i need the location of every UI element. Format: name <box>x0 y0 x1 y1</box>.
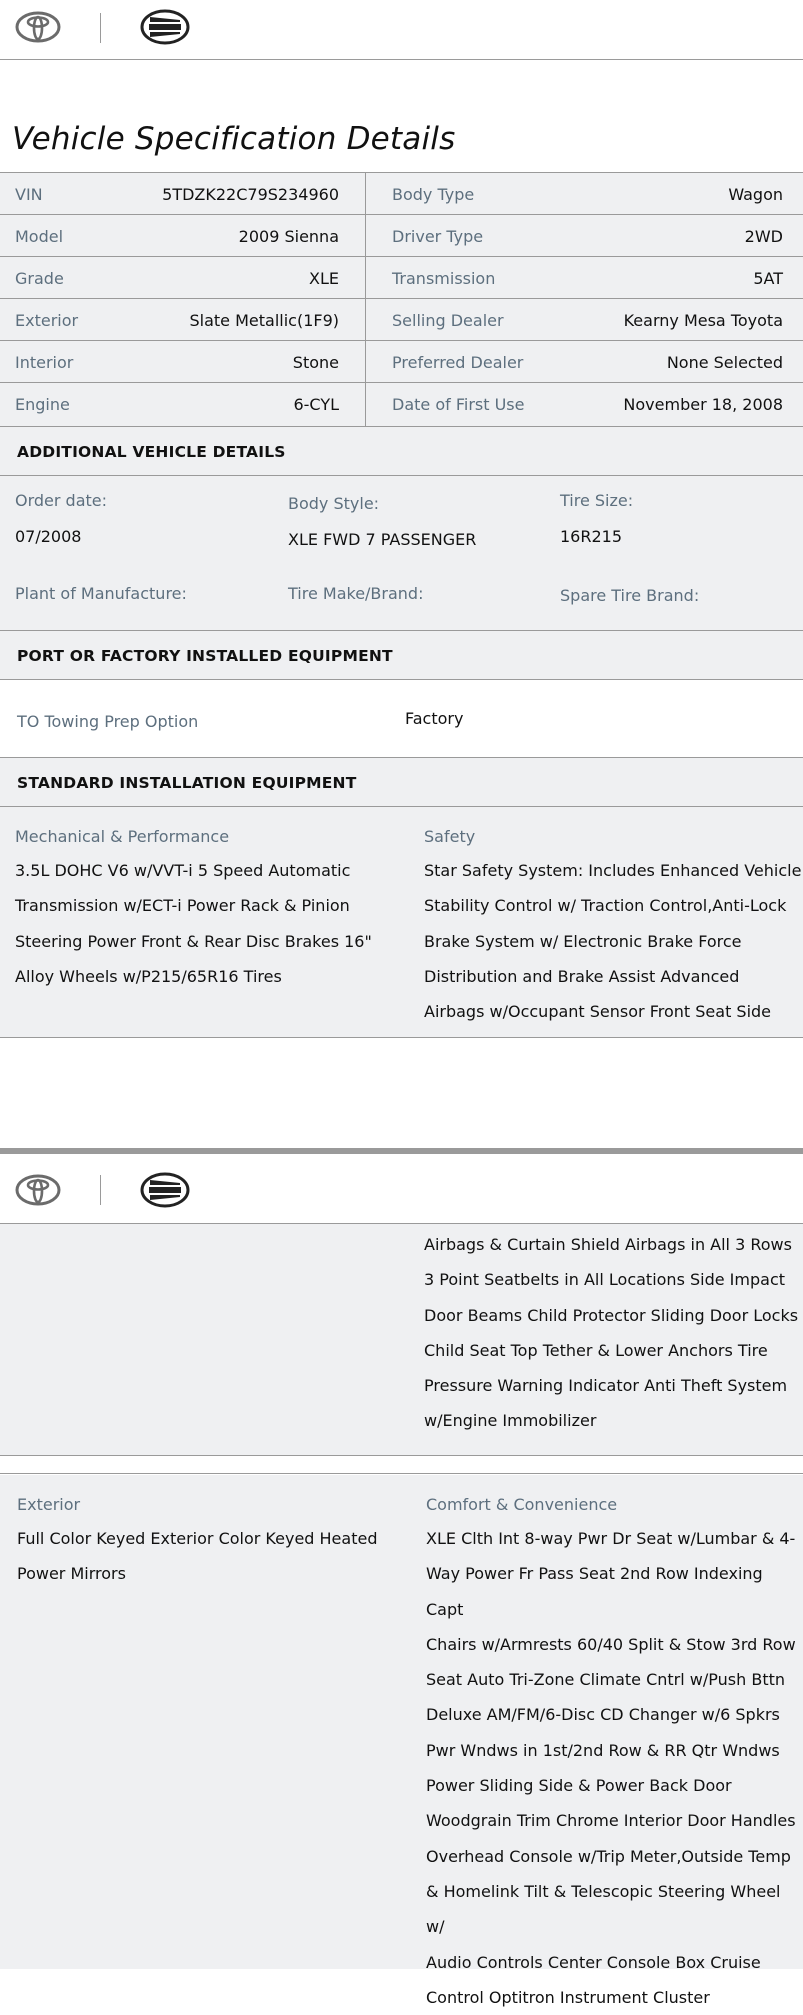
comfort-label: Comfort & Convenience <box>426 1495 618 1514</box>
standard-equipment <box>0 807 803 1038</box>
spec-row <box>0 383 803 425</box>
list-item: Audio Controls Center Console Box Cruise <box>426 1952 761 1972</box>
spec-value: 5AT <box>753 269 783 288</box>
list-item: Full Color Keyed Exterior Color Keyed Heated <box>17 1529 378 1548</box>
spec-value: Stone <box>292 353 339 372</box>
port-item-value: Factory <box>405 709 464 728</box>
tire-size-value: 16R215 <box>560 527 623 546</box>
spec-value: XLE <box>309 269 339 288</box>
list-item: & Homelink Tilt & Telescopic Steering Wheel w/ <box>426 1881 781 1937</box>
toyota-logo-icon[interactable] <box>15 1174 61 1206</box>
spare-tire-label: Spare Tire Brand: <box>560 586 700 605</box>
spec-table <box>0 172 803 426</box>
order-date-value: 07/2008 <box>15 527 82 546</box>
list-item: Power Sliding Side & Power Back Door <box>426 1776 732 1796</box>
mechanical-label: Mechanical & Performance <box>15 827 230 846</box>
spec-value: 6-CYL <box>293 395 339 414</box>
list-item: Alloy Wheels w/P215/65R16 Tires <box>15 966 282 986</box>
spec-label: Model <box>15 227 64 246</box>
spec-label: Date of First Use <box>392 395 525 414</box>
list-item: Way Power Fr Pass Seat 2nd Row Indexing Capt <box>426 1564 763 1619</box>
list-item: 3 Point Seatbelts in All Locations Side Impact <box>424 1270 786 1290</box>
port-equipment <box>0 680 803 757</box>
logo-bar <box>0 1154 803 1224</box>
standard-equipment-heading <box>0 757 803 807</box>
list-item: Distribution and Brake Assist Advanced <box>424 966 740 986</box>
spec-label: Exterior <box>15 311 79 330</box>
mechanical-list <box>15 853 372 994</box>
scion-logo-icon[interactable] <box>140 1172 190 1208</box>
safety-list <box>424 853 801 1029</box>
list-item: Airbags w/Occupant Sensor Front Seat Side <box>424 1002 772 1022</box>
safety-continued <box>0 1224 803 1456</box>
logo-separator <box>100 13 101 43</box>
spec-label: Interior <box>15 353 74 372</box>
list-item: Steering Power Front & Rear Disc Brakes 16" <box>15 931 372 951</box>
logo-bar <box>0 0 803 60</box>
spec-label: Body Type <box>392 185 475 204</box>
body-style-label: Body Style: <box>288 494 380 513</box>
exterior-label: Exterior <box>17 1495 81 1514</box>
spec-row <box>0 257 803 299</box>
list-item: Child Seat Top Tether & Lower Anchors Tire <box>424 1340 768 1360</box>
comfort-list <box>426 1521 803 2015</box>
logo-separator <box>100 1175 101 1205</box>
list-item: Star Safety System: Includes Enhanced Vehicle <box>424 861 802 880</box>
spec-row <box>0 215 803 257</box>
tire-make-label: Tire Make/Brand: <box>288 584 424 603</box>
spec-row <box>0 173 803 215</box>
body-style-value: XLE FWD 7 PASSENGER <box>288 530 477 549</box>
spec-label: Transmission <box>392 269 496 288</box>
list-item: 3.5L DOHC V6 w/VVT-i 5 Speed Automatic <box>15 861 351 880</box>
exterior-comfort <box>0 1475 803 2007</box>
gap <box>0 1456 803 1474</box>
tire-size-label: Tire Size: <box>560 491 634 510</box>
plant-label: Plant of Manufacture: <box>15 584 187 603</box>
list-item: Transmission w/ECT-i Power Rack & Pinion <box>15 896 350 916</box>
spec-value: 2WD <box>744 227 783 246</box>
spec-row <box>0 341 803 383</box>
spec-value: Kearny Mesa Toyota <box>623 311 783 330</box>
spec-value: 5TDZK22C79S234960 <box>162 185 339 204</box>
section-title: ADDITIONAL VEHICLE DETAILS <box>17 443 286 461</box>
additional-details <box>0 476 803 630</box>
list-item: Control Optitron Instrument Cluster <box>426 1987 710 2007</box>
list-item: w/Engine Immobilizer <box>424 1411 597 1431</box>
page-title: Vehicle Specification Details <box>12 121 456 157</box>
spec-value: Wagon <box>728 185 783 204</box>
list-item: Overhead Console w/Trip Meter,Outside Temp <box>426 1846 791 1866</box>
list-item: Chairs w/Armrests 60/40 Split & Stow 3rd Row <box>426 1634 796 1654</box>
spec-label: Selling Dealer <box>392 311 504 330</box>
spec-label: Preferred Dealer <box>392 353 524 372</box>
spec-value: 2009 Sienna <box>238 227 339 246</box>
spec-row <box>0 299 803 341</box>
safety-label: Safety <box>424 827 476 846</box>
spec-column-divider <box>365 172 366 426</box>
list-item: Pwr Wndws in 1st/2nd Row & RR Qtr Wndws <box>426 1740 780 1760</box>
spec-value: None Selected <box>666 353 783 372</box>
list-item: Seat Auto Tri-Zone Climate Cntrl w/Push Bttn <box>426 1670 785 1690</box>
list-item: Power Mirrors <box>17 1564 126 1584</box>
spec-label: Engine <box>15 395 70 414</box>
spec-label: VIN <box>15 185 43 204</box>
list-item: Door Beams Child Protector Sliding Door Locks <box>424 1305 799 1325</box>
list-item: XLE Clth Int 8-way Pwr Dr Seat w/Lumbar & 4- <box>426 1529 796 1548</box>
exterior-list <box>17 1521 377 1592</box>
port-item-label: TO Towing Prep Option <box>17 712 199 731</box>
spec-value: Slate Metallic(1F9) <box>189 311 339 330</box>
list-item: Pressure Warning Indicator Anti Theft System <box>424 1376 788 1396</box>
section-title: STANDARD INSTALLATION EQUIPMENT <box>17 774 357 792</box>
list-item: Airbags & Curtain Shield Airbags in All 3 Rows <box>424 1235 792 1254</box>
spec-label: Grade <box>15 269 64 288</box>
list-item: Brake System w/ Electronic Brake Force <box>424 931 742 951</box>
toyota-logo-icon[interactable] <box>15 11 61 43</box>
list-item: Stability Control w/ Traction Control,Anti-Lock <box>424 896 787 916</box>
port-equipment-heading <box>0 630 803 680</box>
order-date-label: Order date: <box>15 491 108 510</box>
scion-logo-icon[interactable] <box>140 9 190 45</box>
spec-value: November 18, 2008 <box>623 395 783 414</box>
list-item: Deluxe AM/FM/6-Disc CD Changer w/6 Spkrs <box>426 1705 780 1725</box>
additional-details-heading <box>0 426 803 476</box>
safety-list-continued <box>424 1227 798 1439</box>
spec-label: Driver Type <box>392 227 484 246</box>
section-title: PORT OR FACTORY INSTALLED EQUIPMENT <box>17 647 393 665</box>
list-item: Woodgrain Trim Chrome Interior Door Handles <box>426 1811 796 1831</box>
